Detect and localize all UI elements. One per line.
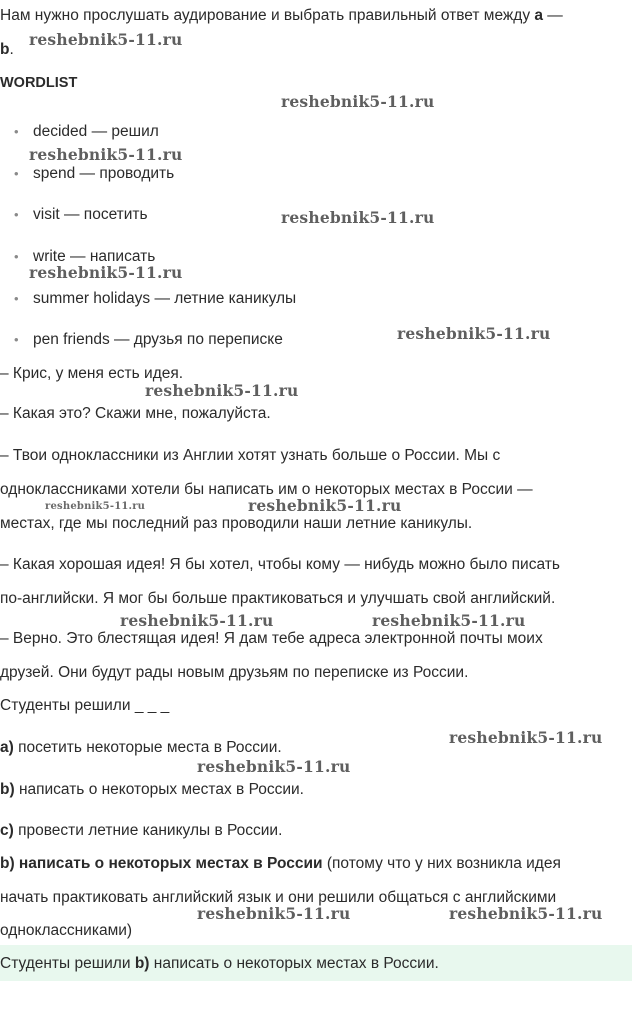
answer-box (0, 945, 632, 981)
wordlist-item: • spend — проводить (14, 165, 175, 182)
intro-line-2: b. (0, 41, 14, 58)
watermark: reshebnik5-11.ru (145, 381, 299, 400)
wordlist-item: • pen friends — друзья по переписке (14, 331, 283, 348)
bullet-icon: • (14, 207, 19, 222)
watermark: reshebnik5-11.ru (29, 145, 183, 164)
dialogue-line: – Верно. Это блестящая идея! Я дам тебе адреса электронной почты моих (0, 630, 543, 647)
answer-text: Студенты решили b) написать о некоторых местах в России. (0, 955, 439, 972)
dialogue-line: друзей. Они будут рады новым друзьям по переписке из России. (0, 664, 469, 681)
watermark: reshebnik5-11.ru (29, 30, 183, 49)
dialogue-line: по-английски. Я мог бы больше практиковаться и улучшать свой английский. (0, 590, 556, 607)
wordlist-item: • write — написать (14, 248, 156, 265)
dialogue-line: – Крис, у меня есть идея. (0, 365, 184, 382)
watermark: reshebnik5-11.ru (248, 496, 402, 515)
bullet-icon: • (14, 124, 19, 139)
watermark: reshebnik5-11.ru (29, 263, 183, 282)
dialogue-line: – Какая это? Скажи мне, пожалуйста. (0, 405, 271, 422)
option-b: b) написать о некоторых местах в России. (0, 781, 304, 798)
dialogue-line: – Какая хорошая идея! Я бы хотел, чтобы кому — нибудь можно было писать (0, 556, 560, 573)
watermark: reshebnik5-11.ru (197, 757, 351, 776)
wordlist-heading: WORDLIST (0, 75, 78, 91)
watermark: reshebnik5-11.ru (120, 611, 274, 630)
option-a: a) посетить некоторые места в России. (0, 739, 282, 756)
explanation-line: одноклассниками) (0, 922, 133, 939)
dialogue-line: – Твои одноклассники из Англии хотят узнать больше о России. Мы с (0, 447, 501, 464)
bullet-icon: • (14, 332, 19, 347)
question: Студенты решили _ _ _ (0, 697, 170, 714)
watermark: reshebnik5-11.ru (372, 611, 526, 630)
explanation-line: b) написать о некоторых местах в России (потому что у них возникла идея (0, 855, 561, 872)
explanation-line: начать практиковать английский язык и они решили общаться с английскими (0, 889, 557, 906)
watermark: reshebnik5-11.ru (45, 501, 146, 512)
dialogue-line: местах, где мы последний раз проводили наши летние каникулы. (0, 515, 473, 532)
watermark: reshebnik5-11.ru (281, 92, 435, 111)
wordlist-item: • decided — решил (14, 123, 159, 140)
watermark: reshebnik5-11.ru (281, 208, 435, 227)
intro-line-1: Нам нужно прослушать аудирование и выбрать правильный ответ между a — (0, 7, 563, 24)
wordlist-item: • summer holidays — летние каникулы (14, 290, 297, 307)
wordlist-item: • visit — посетить (14, 206, 148, 223)
dialogue-line: одноклассниками хотели бы написать им о некоторых местах в России — (0, 481, 533, 498)
watermark: reshebnik5-11.ru (397, 324, 551, 343)
bullet-icon: • (14, 166, 19, 181)
watermark: reshebnik5-11.ru (197, 904, 351, 923)
bullet-icon: • (14, 249, 19, 264)
option-c: c) провести летние каникулы в России. (0, 822, 283, 839)
watermark: reshebnik5-11.ru (449, 904, 603, 923)
watermark: reshebnik5-11.ru (449, 728, 603, 747)
bullet-icon: • (14, 291, 19, 306)
